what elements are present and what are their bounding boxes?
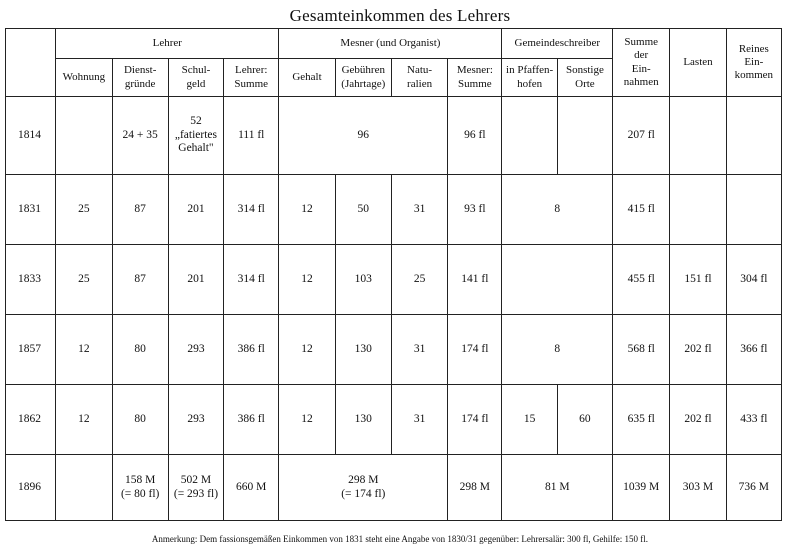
year-cell: 1862 <box>6 385 56 455</box>
lehrer-summe-header: Lehrer: Summe <box>224 59 279 97</box>
pfaffenhofen-cell <box>502 97 557 175</box>
page-title: Gesamteinkommen des Lehrers <box>289 6 511 25</box>
naturalien-cell: 31 <box>391 175 447 245</box>
gemeindeschreiber-cell: 8 <box>502 315 613 385</box>
table-row <box>6 175 782 245</box>
wohnung-cell: 12 <box>56 385 112 455</box>
gehalt-cell: 12 <box>279 385 335 455</box>
table-row <box>6 97 782 175</box>
lehrer-summe-cell: 314 fl <box>224 175 279 245</box>
mesner-summe-cell: 96 fl <box>448 97 502 175</box>
gemeindeschreiber-cell <box>502 245 613 315</box>
lehrer-summe-cell: 386 fl <box>224 385 279 455</box>
mesner-group-header: Mesner (und Organist) <box>279 29 502 59</box>
gebuehren-cell: 130 <box>335 315 391 385</box>
lehrer-group-header: Lehrer <box>56 29 279 59</box>
table-row <box>6 385 782 455</box>
schulgeld-cell: 293 <box>168 315 223 385</box>
wohnung-cell: 25 <box>56 245 112 315</box>
dienstgruende-cell: 158 M (= 80 fl) <box>112 455 168 521</box>
sonstige-cell: 60 <box>557 385 612 455</box>
naturalien-header: Natu- ralien <box>391 59 447 97</box>
summe-cell: 455 fl <box>613 245 670 315</box>
mesner-combined-cell: 298 M (= 174 fl) <box>279 455 448 521</box>
table-row <box>6 455 782 521</box>
year-cell: 1896 <box>6 455 56 521</box>
sonstige-cell <box>557 97 612 175</box>
mesner-summe-cell: 93 fl <box>448 175 502 245</box>
reines-cell <box>726 175 781 245</box>
summe-cell: 1039 M <box>613 455 670 521</box>
gehalt-header: Gehalt <box>279 59 335 97</box>
mesner-summe-cell: 141 fl <box>448 245 502 315</box>
wohnung-cell: 12 <box>56 315 112 385</box>
mesner-combined-cell: 96 <box>279 97 448 175</box>
mesner-summe-cell: 174 fl <box>448 315 502 385</box>
dienstgruende-cell: 87 <box>112 245 168 315</box>
lasten-cell <box>670 175 726 245</box>
gemeindeschreiber-cell: 8 <box>502 175 613 245</box>
year-cell: 1857 <box>6 315 56 385</box>
schulgeld-cell: 201 <box>168 245 223 315</box>
lasten-cell: 151 fl <box>670 245 726 315</box>
lasten-cell <box>670 97 726 175</box>
summe-cell: 568 fl <box>613 315 670 385</box>
lasten-cell: 303 M <box>670 455 726 521</box>
year-cell: 1814 <box>6 97 56 175</box>
year-cell: 1831 <box>6 175 56 245</box>
reines-cell: 366 fl <box>726 315 781 385</box>
dienstgruende-cell: 80 <box>112 315 168 385</box>
pfaffenhofen-header: in Pfaffen- hofen <box>502 59 557 97</box>
gehalt-cell: 12 <box>279 245 335 315</box>
wohnung-cell <box>56 97 112 175</box>
dienstgruende-header: Dienst- gründe <box>112 59 168 97</box>
mesner-summe-cell: 298 M <box>448 455 502 521</box>
lehrer-summe-cell: 386 fl <box>224 315 279 385</box>
schulgeld-header: Schul- geld <box>168 59 223 97</box>
gebuehren-cell: 130 <box>335 385 391 455</box>
schulgeld-cell: 201 <box>168 175 223 245</box>
reines-cell: 304 fl <box>726 245 781 315</box>
summe-cell: 415 fl <box>613 175 670 245</box>
schulgeld-cell: 502 M (= 293 fl) <box>168 455 223 521</box>
pfaffenhofen-cell: 15 <box>502 385 557 455</box>
schulgeld-cell: 52 „fatiertes Gehalt" <box>168 97 223 175</box>
lasten-header: Lasten <box>670 29 726 97</box>
gebuehren-header: Gebühren (Jahrtage) <box>335 59 391 97</box>
gemeindeschreiber-group-header: Gemeindeschreiber <box>502 29 613 59</box>
summe-einnahmen-header: Summe der Ein- nahmen <box>613 29 670 97</box>
gemeindeschreiber-cell: 81 M <box>502 455 613 521</box>
naturalien-cell: 31 <box>391 315 447 385</box>
table-row <box>6 245 782 315</box>
schulgeld-cell: 293 <box>168 385 223 455</box>
wohnung-header: Wohnung <box>56 59 112 97</box>
reines-einkommen-header: Reines Ein- kommen <box>726 29 781 97</box>
dienstgruende-cell: 87 <box>112 175 168 245</box>
naturalien-cell: 25 <box>391 245 447 315</box>
gebuehren-cell: 103 <box>335 245 391 315</box>
dienstgruende-cell: 24 + 35 <box>112 97 168 175</box>
year-header <box>6 29 56 97</box>
summe-cell: 635 fl <box>613 385 670 455</box>
gehalt-cell: 12 <box>279 315 335 385</box>
income-table <box>5 28 782 521</box>
table-row <box>6 315 782 385</box>
lasten-cell: 202 fl <box>670 385 726 455</box>
mesner-summe-header: Mesner: Summe <box>448 59 502 97</box>
lehrer-summe-cell: 314 fl <box>224 245 279 315</box>
reines-cell: 736 M <box>726 455 781 521</box>
lehrer-summe-cell: 660 M <box>224 455 279 521</box>
mesner-summe-cell: 174 fl <box>448 385 502 455</box>
gehalt-cell: 12 <box>279 175 335 245</box>
year-cell: 1833 <box>6 245 56 315</box>
wohnung-cell <box>56 455 112 521</box>
gebuehren-cell: 50 <box>335 175 391 245</box>
wohnung-cell: 25 <box>56 175 112 245</box>
sonstige-orte-header: Sonstige Orte <box>557 59 612 97</box>
reines-cell <box>726 97 781 175</box>
dienstgruende-cell: 80 <box>112 385 168 455</box>
reines-cell: 433 fl <box>726 385 781 455</box>
footnote: Anmerkung: Dem fassionsgemäßen Einkommen von 1831 steht eine Angabe von 1830/31 gegenüber: Lehrersalär: 300 fl, Gehilfe: 150 fl. <box>151 534 649 544</box>
naturalien-cell: 31 <box>391 385 447 455</box>
lehrer-summe-cell: 111 fl <box>224 97 279 175</box>
summe-cell: 207 fl <box>613 97 670 175</box>
lasten-cell: 202 fl <box>670 315 726 385</box>
